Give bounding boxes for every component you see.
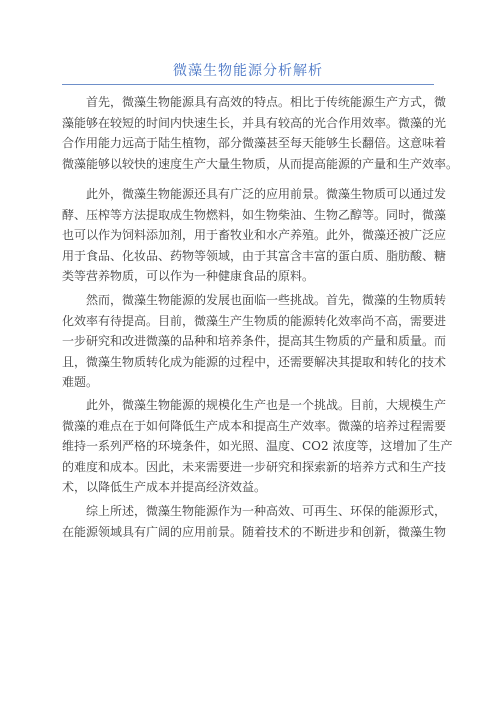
paragraph-2: [62, 184, 447, 287]
document-title: 微藻生物能源分析解析: [173, 63, 323, 79]
paragraph-line: 微藻的难点在于如何降低生产成本和提高生产效率。微藻的培养过程需要: [62, 418, 447, 433]
paragraph-line: 且，微藻生物质转化成为能源的过程中，还需要解决其提取和转化的技术: [62, 354, 447, 369]
paragraph-line: 此外，微藻生物能源还具有广泛的应用前景。微藻生物质可以通过发: [86, 187, 447, 201]
paragraph-line: 用于食品、化妆品、药物等领域，由于其富含丰富的蛋白质、脂肪酸、糖: [62, 248, 447, 263]
paragraph-line: 维持一系列严格的环境条件，如光照、温度、CO2 浓度等，这增加了生产: [62, 439, 453, 454]
paragraph-line: 术，以降低生产成本并提高经济效益。: [62, 480, 267, 495]
paragraph-line: 合作用能力远高于陆生植物，部分微藻甚至每天能够生长翻倍。这意味着: [62, 136, 447, 151]
paragraph-line: 的难度和成本。因此，未来需要进一步研究和探索新的培养方式和生产技: [62, 459, 447, 474]
paragraph-1: [62, 92, 459, 174]
paragraph-line: 酵、压榨等方法提取成生物燃料，如生物柴油、生物乙醇等。同时，微藻: [62, 207, 447, 222]
paragraph-4: [62, 395, 453, 498]
paragraph-line: 在能源领域具有广阔的应用前景。随着技术的不断进步和创新，微藻生物: [62, 524, 447, 539]
paragraph-line: 此外，微藻生物能源的规模化生产也是一个挑战。目前，大规模生产: [86, 398, 447, 412]
paragraph-5: [62, 501, 447, 542]
paragraph-line: 也可以作为饲料添加剂，用于畜牧业和水产养殖。此外，微藻还被广泛应: [62, 228, 447, 243]
paragraph-line: 一步研究和改进微藻的品种和培养条件，提高其生物质的产量和质量。而: [62, 334, 447, 349]
paragraph-line: 难题。: [62, 375, 99, 390]
paragraph-line: 类等营养物质，可以作为一种健康食品的原料。: [62, 269, 315, 284]
paragraph-line: 然而，微藻生物能源的发展也面临一些挑战。首先，微藻的生物质转: [86, 293, 447, 307]
paragraph-line: 化效率有待提高。目前，微藻生产生物质的能源转化效率尚不高，需要进: [62, 313, 447, 328]
paragraph-3: [62, 290, 447, 393]
title-underline: [62, 84, 434, 85]
paragraph-line: 首先，微藻生物能源具有高效的特点。相比于传统能源生产方式，微: [86, 95, 447, 109]
paragraph-line: 综上所述，微藻生物能源作为一种高效、可再生、环保的能源形式，: [86, 504, 447, 518]
paragraph-line: 藻能够在较短的时间内快速生长，并具有较高的光合作用效率。微藻的光: [62, 115, 447, 130]
paragraph-line: 微藻能够以较快的速度生产大量生物质，从而提高能源的产量和生产效率。: [62, 156, 459, 171]
